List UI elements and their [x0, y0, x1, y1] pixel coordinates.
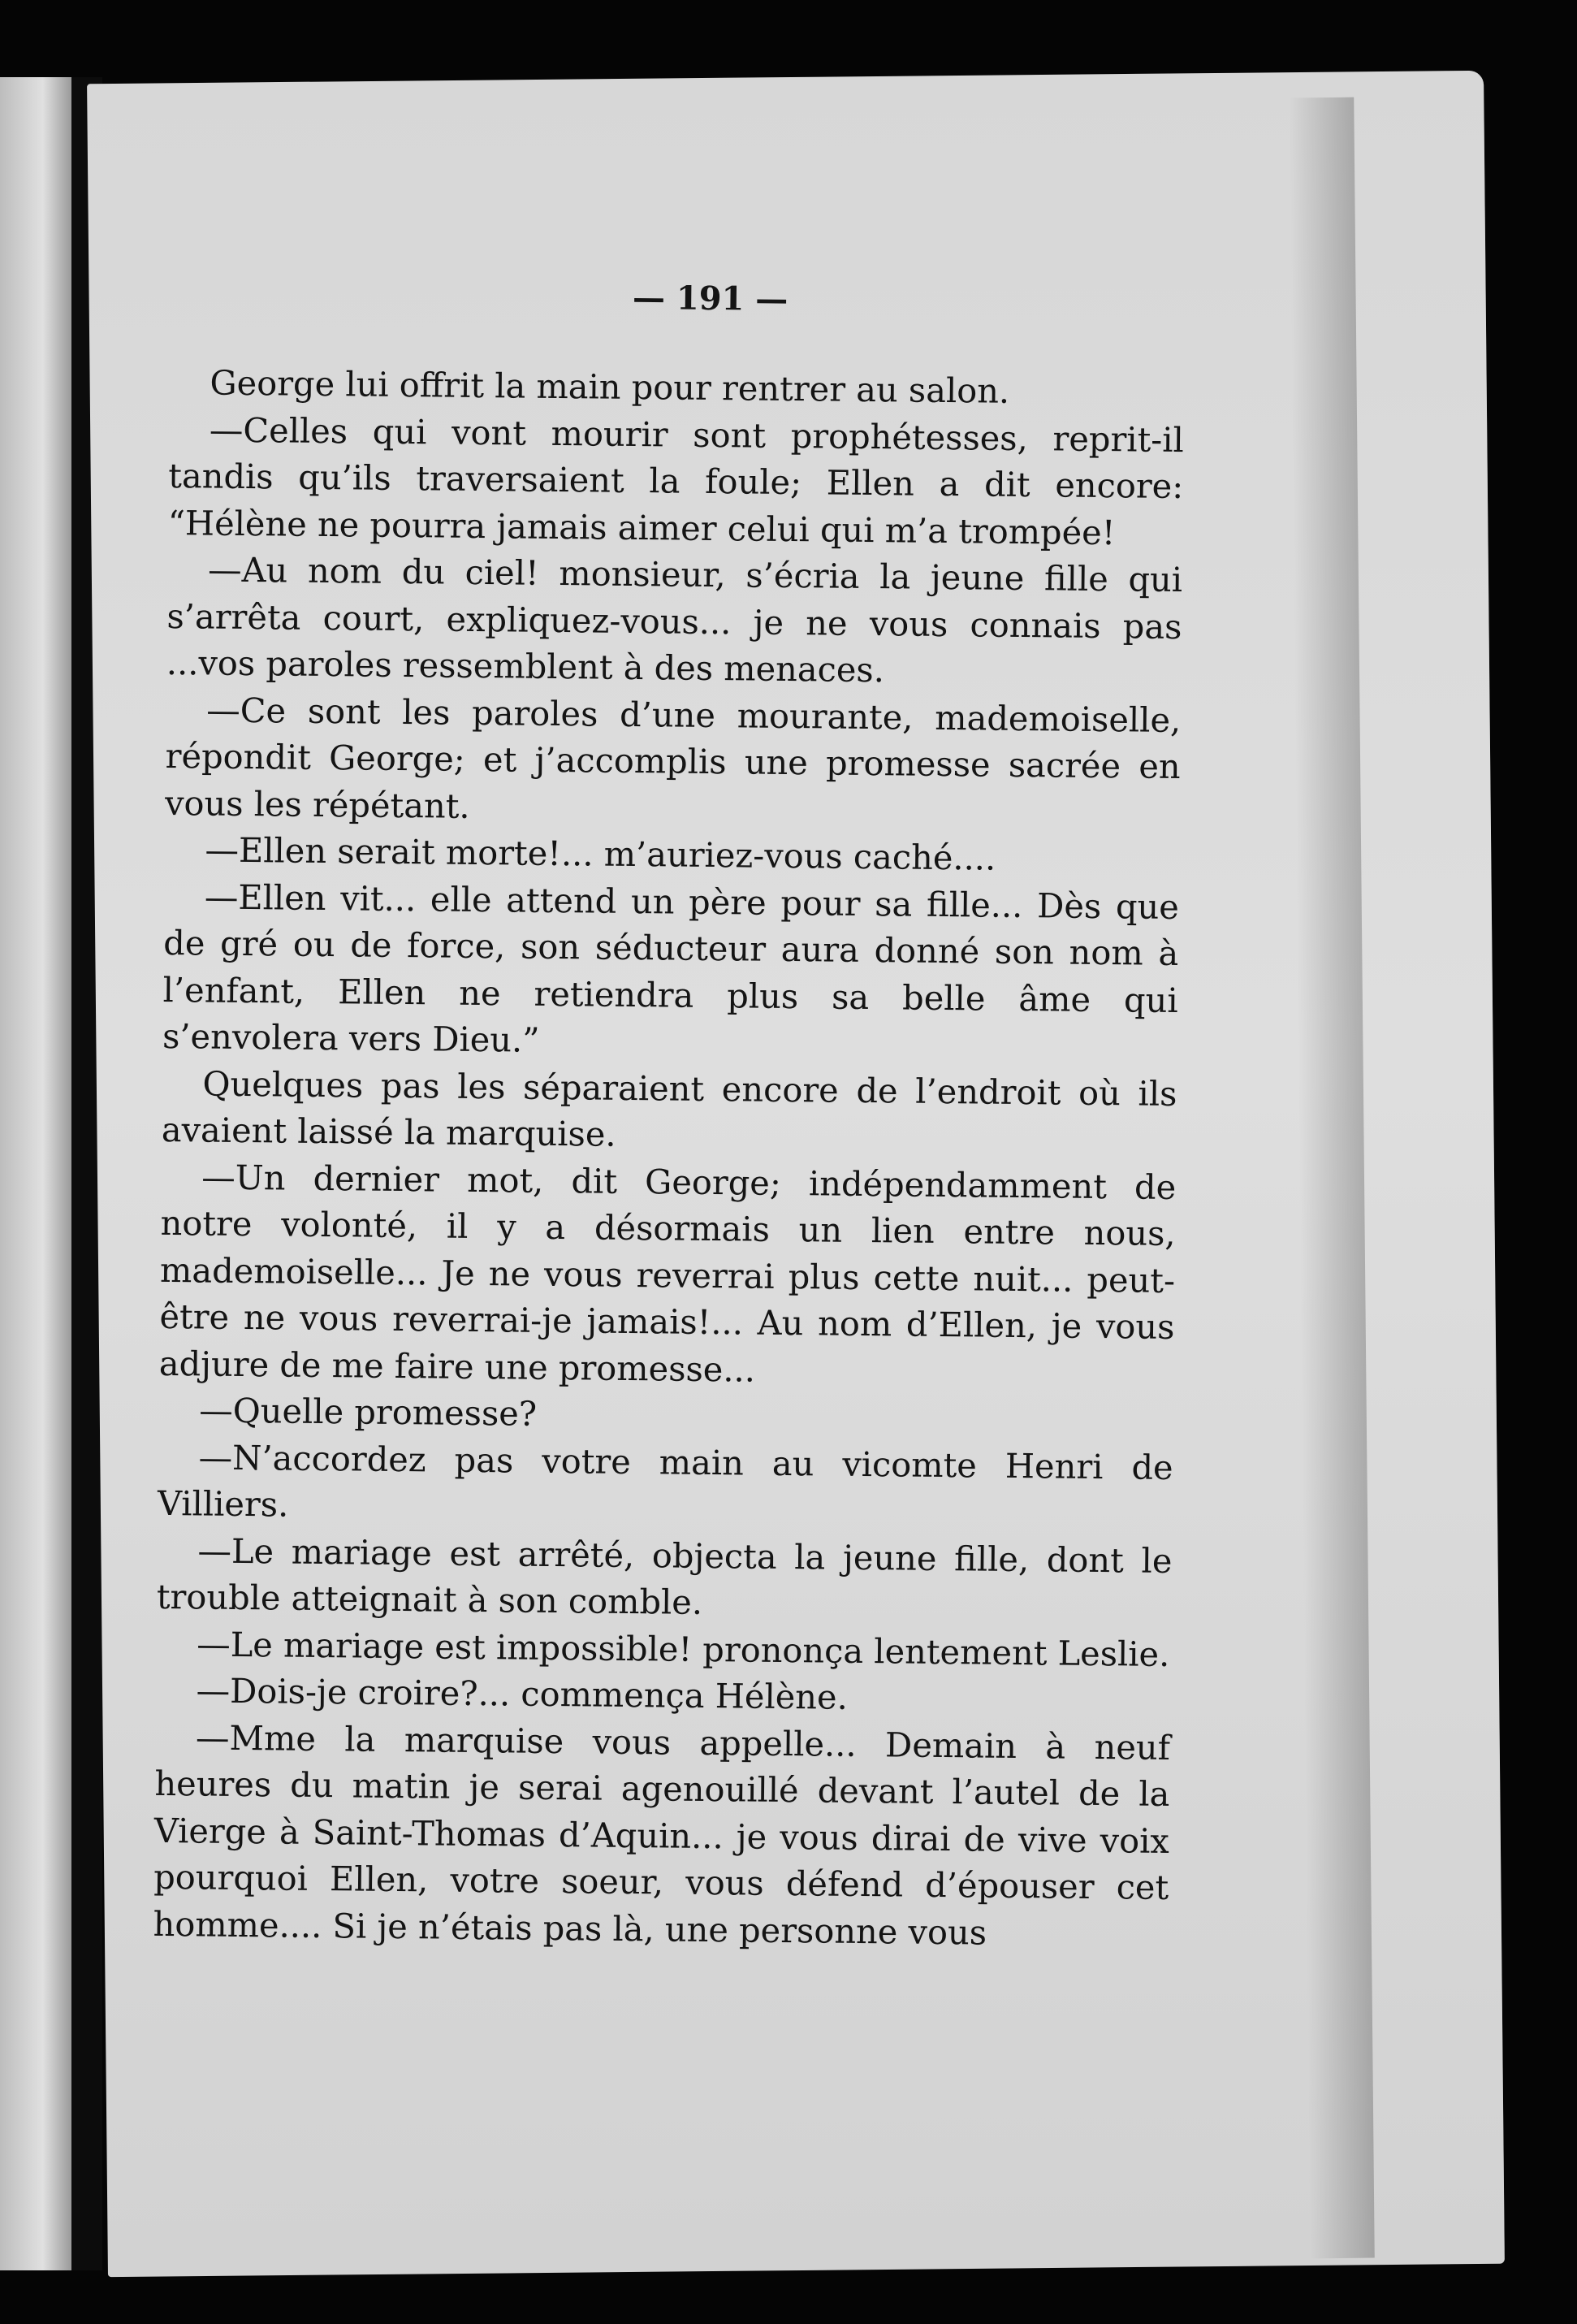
page-number: — 191 — [632, 278, 788, 318]
paragraph: George lui offrit la main pour rentrer au salon. [210, 362, 1010, 411]
paragraph: Quelques pas les séparaient encore de l’endroit où ils avaient laissé la marquise. [161, 1062, 1177, 1154]
paragraph: —Le mariage est arrêté, objecta la jeune fille, dont le trouble atteignait à son comble. [156, 1530, 1173, 1622]
paragraph: —Un dernier mot, dit George; indépendamment de notre volonté, il y a désormais un lien entre nous, mademoiselle... Je ne vous reverrai plus cette nuit... peut-être ne vous reverrai-je jamais!... Au nom d’Ellen, je vous adjure de me faire une promesse... [158, 1156, 1177, 1390]
paragraph: —Celles qui vont mourir sont prophétesses, reprit-il tandis qu’ils traversaient la foule; Ellen a dit encore: “Hélène ne pourra jamais aimer celui qui m’a trompée! [167, 409, 1185, 552]
paragraph: —N’accordez pas votre main au vicomte Henri de Villiers. [157, 1436, 1173, 1525]
paragraph: —Mme la marquise vous appelle... Demain à neuf heures du matin je serai agenouillé devant l’autel de la Vierge à Saint-Thomas d’Aquin... je vous dirai de vive voix pourquoi Ellen, votre soeur, vous défend d’épouser cet homme.... Si je n’étais pas là, une personne vous [153, 1716, 1171, 1953]
paragraph: —Quelle promesse? [199, 1390, 538, 1434]
paragraph: —Ellen vit... elle attend un père pour sa fille... Dès que de gré ou de force, son séducteur aura donné son nom à l’enfant, Ellen ne retiendra plus sa belle âme qui s’envolera vers Dieu.” [162, 876, 1180, 1060]
paragraph: —Au nom du ciel! monsieur, s’écria la jeune fille qui s’arrêta court, expliquez-vous... je ne vous connais pas ...vos paroles ressemblent à des menaces. [166, 549, 1183, 690]
page-text [153, 268, 1186, 1958]
previous-page-edge [0, 77, 71, 2270]
paragraph: —Ce sont les paroles d’une mourante, mademoiselle, répondit George; et j’accomplis une promesse sacrée en vous les répétant. [164, 689, 1182, 826]
paragraph: —Ellen serait morte!... m’auriez-vous caché.... [205, 829, 996, 878]
paragraph: —Dois-je croire?... commença Hélène. [196, 1670, 849, 1717]
paragraph: —Le mariage est impossible! prononça lentement Leslie. [197, 1623, 1170, 1674]
